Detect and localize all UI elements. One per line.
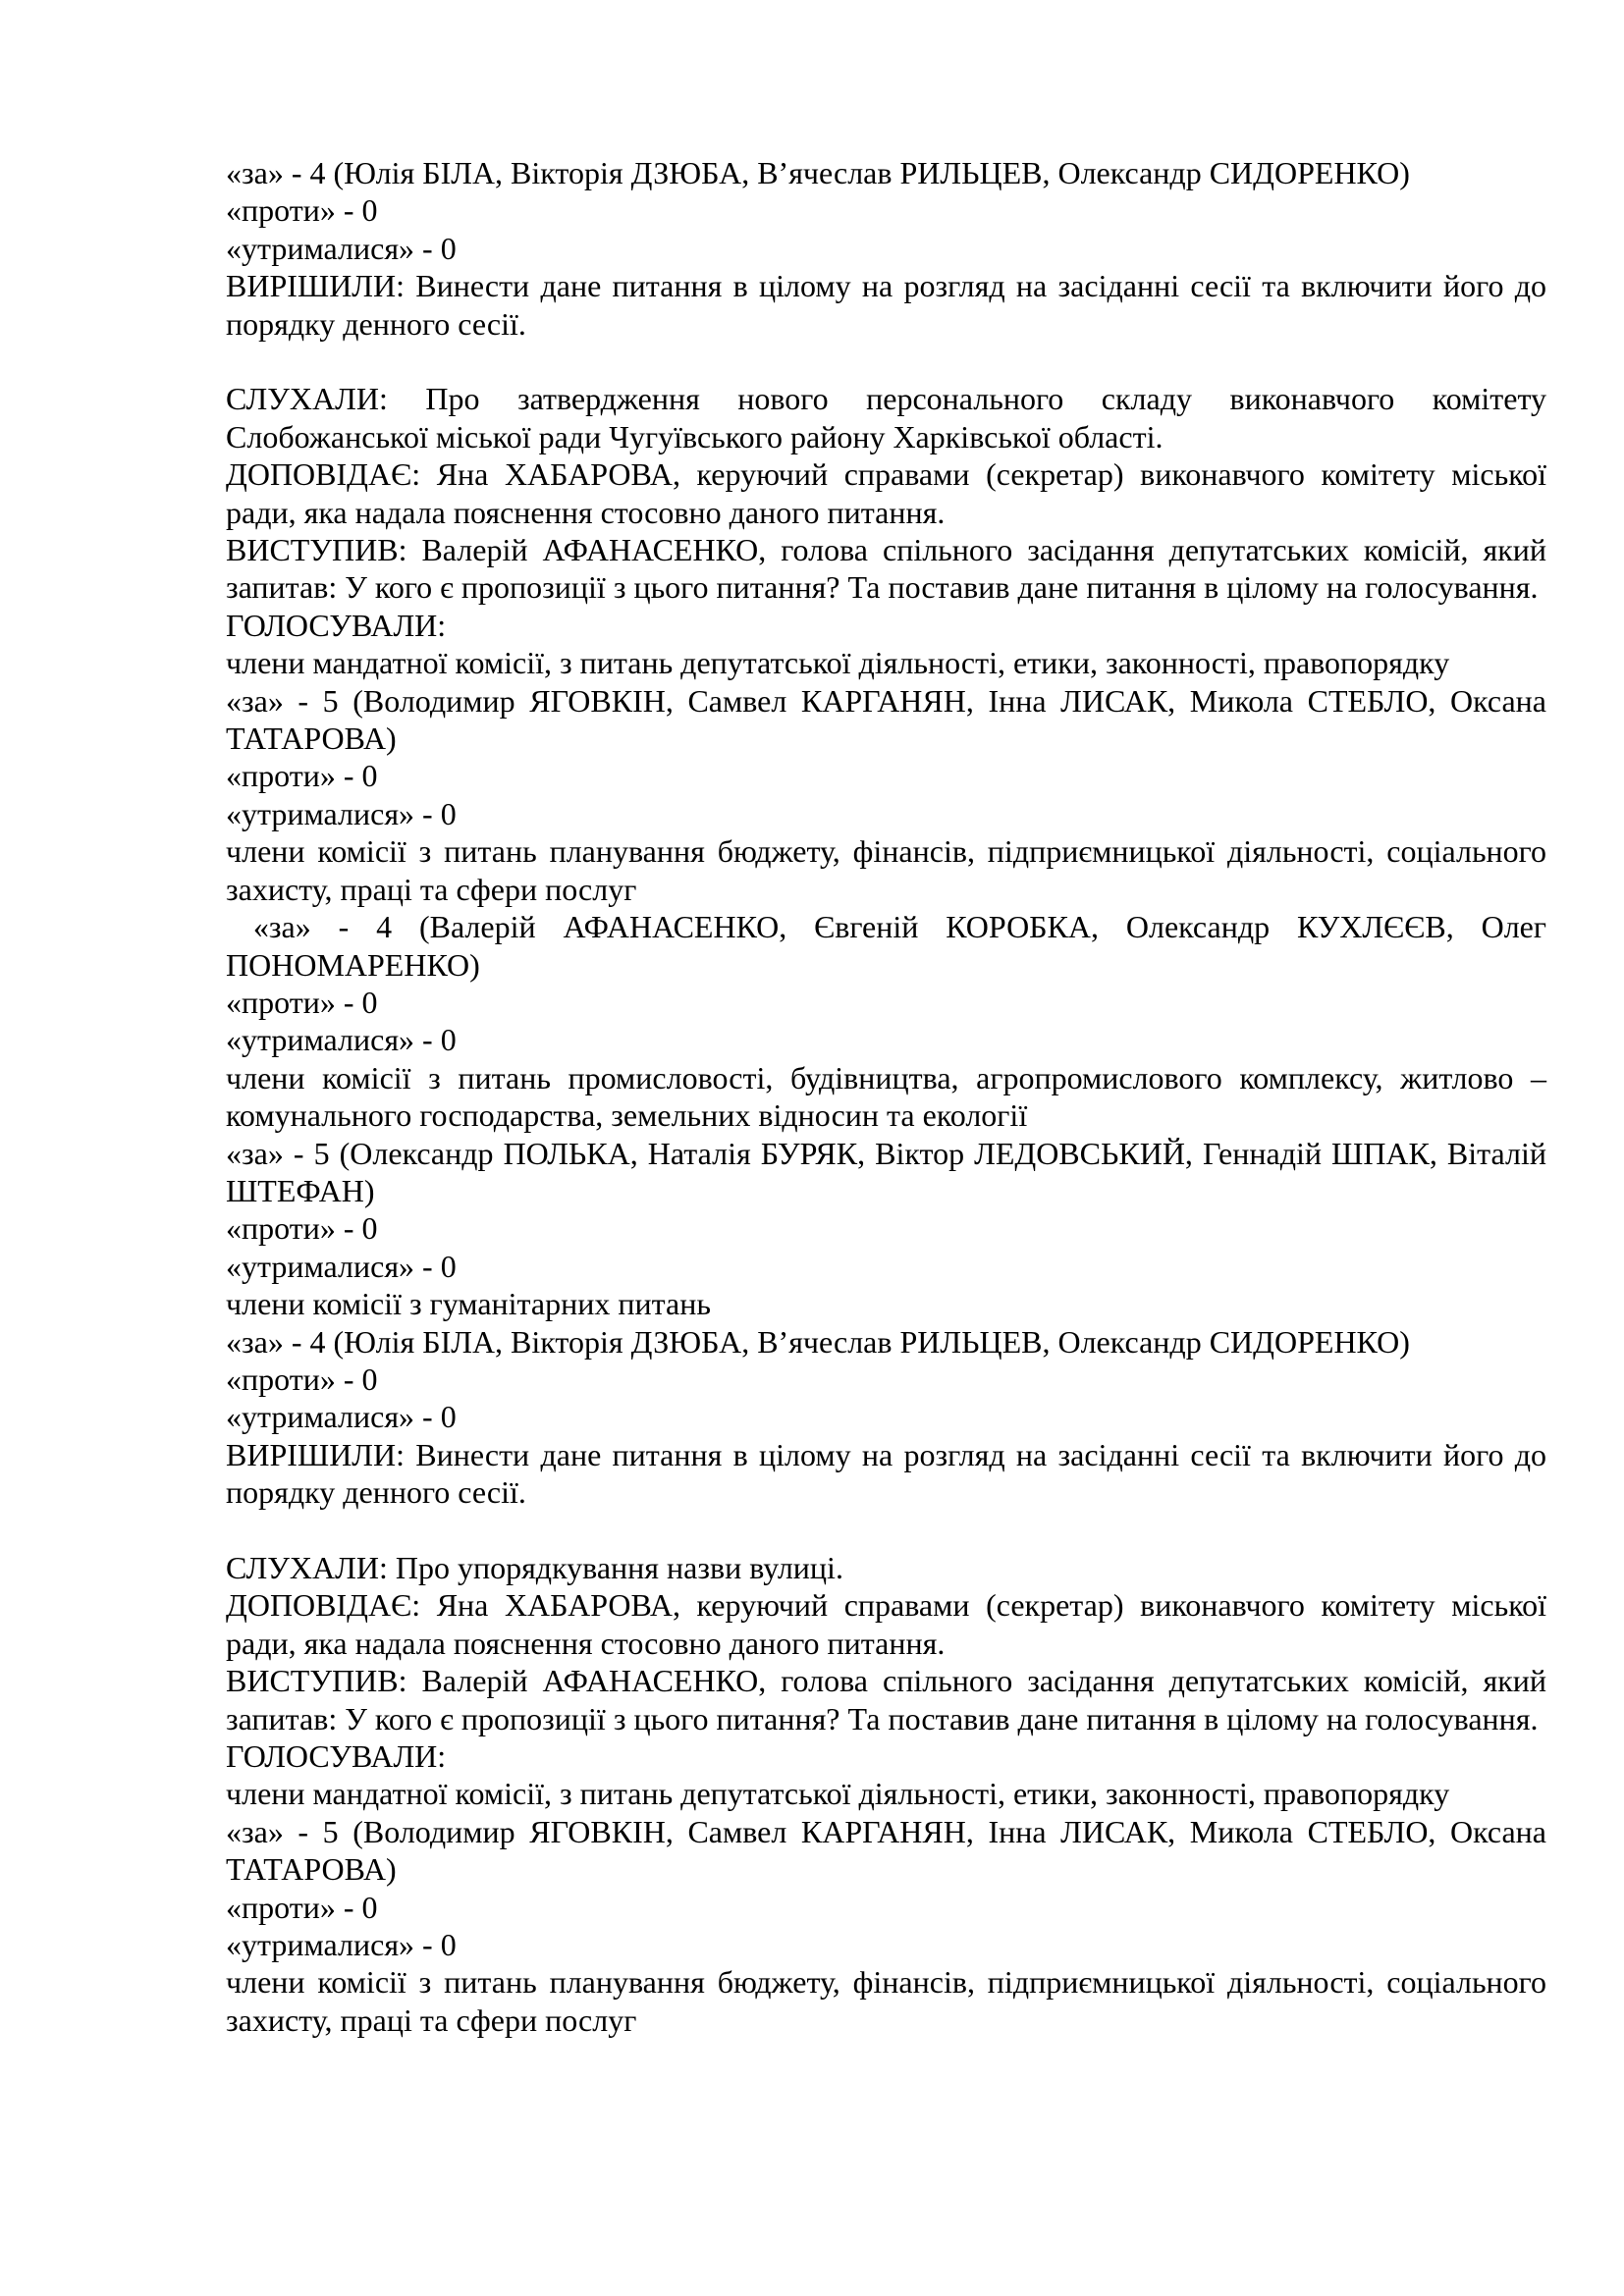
document-paragraph: «проти» - 0: [226, 984, 378, 1020]
document-section-agenda-item: [226, 380, 1554, 1511]
document-paragraph: «проти» - 0: [226, 1210, 378, 1247]
document-paragraph: «проти» - 0: [226, 1889, 378, 1925]
document-paragraph: члени комісії з питань промисловості, будівництва, агропромислового комплексу, житлово – комунального господарства, земельних відносин та екології: [226, 1059, 1554, 1134]
document-paragraph: ВИРІШИЛИ: Винести дане питання в цілому на розгляд на засіданні сесії та включити його до порядку денного сесії.: [226, 1436, 1554, 1511]
document-paragraph: «за» - 4 (Юлія БІЛА, Вікторія ДЗЮБА, В’ячеслав РИЛЬЦЕВ, Олександр СИДОРЕНКО): [226, 1323, 1410, 1360]
document-paragraph: ДОПОВІДАЄ: Яна ХАБАРОВА, керуючий справами (секретар) виконавчого комітету міської ради, яка надала пояснення стосовно даного питання.: [226, 1587, 1554, 1661]
document-paragraph: члени комісії з питань планування бюджету, фінансів, підприємницької діяльності, соціального захисту, праці та сфери послуг: [226, 1964, 1554, 2038]
document-paragraph: ГОЛОСУВАЛИ:: [226, 607, 447, 643]
document-paragraph: ВИСТУПИВ: Валерій АФАНАСЕНКО, голова спільного засідання депутатських комісій, який запитав: У кого є пропозиції з цього питання? Та поставив дане питання в цілому на голосування.: [226, 1663, 1554, 1736]
document-paragraph: «утрималися» - 0: [226, 795, 457, 831]
document-paragraph: «проти» - 0: [226, 192, 378, 229]
document-paragraph: члени комісії з питань планування бюджету, фінансів, підприємницької діяльності, соціального захисту, праці та сфери послуг: [226, 833, 1554, 907]
document-paragraph: ДОПОВІДАЄ: Яна ХАБАРОВА, керуючий справами (секретар) виконавчого комітету міської ради, яка надала пояснення стосовно даного питання.: [226, 456, 1554, 530]
document-section-previous-item-voting-tail: [226, 154, 1554, 343]
document-paragraph: «утрималися» - 0: [226, 1927, 457, 1963]
document-paragraph: СЛУХАЛИ: Про затвердження нового персонального складу виконавчого комітету Слобожанської міської ради Чугуївського району Харківської області.: [226, 381, 1554, 454]
document-paragraph: СЛУХАЛИ: Про упорядкування назви вулиці.: [226, 1550, 843, 1585]
document-paragraph: «за» - 4 (Валерій АФАНАСЕНКО, Євгеній КОРОБКА, Олександр КУХЛЄЄВ, Олег ПОНОМАРЕНКО): [226, 909, 1554, 983]
document-paragraph: «за» - 5 (Олександр ПОЛЬКА, Наталія БУРЯК, Віктор ЛЕДОВСЬКИЙ, Геннадій ШПАК, Віталій ШТЕФАН): [226, 1135, 1554, 1208]
document-paragraph: ВИРІШИЛИ: Винести дане питання в цілому на розгляд на засіданні сесії та включити його до порядку денного сесії.: [226, 268, 1554, 342]
document-paragraph: «утрималися» - 0: [226, 1399, 457, 1435]
document-paragraph: члени мандатної комісії, з питань депутатської діяльності, етики, законності, правопорядку: [226, 645, 1450, 681]
document-section-agenda-item: [226, 1549, 1554, 2039]
document-paragraph: «за» - 5 (Володимир ЯГОВКІН, Самвел КАРГАНЯН, Інна ЛИСАК, Микола СТЕБЛО, Оксана ТАТАРОВА): [226, 1813, 1554, 1888]
document-paragraph: «за» - 5 (Володимир ЯГОВКІН, Самвел КАРГАНЯН, Інна ЛИСАК, Микола СТЕБЛО, Оксана ТАТАРОВА): [226, 682, 1554, 757]
document-paragraph: «проти» - 0: [226, 758, 378, 794]
document-paragraph: «за» - 4 (Юлія БІЛА, Вікторія ДЗЮБА, В’ячеслав РИЛЬЦЕВ, Олександр СИДОРЕНКО): [226, 155, 1410, 190]
document-paragraph: члени мандатної комісії, з питань депутатської діяльності, етики, законності, правопорядку: [226, 1776, 1450, 1812]
document-paragraph: «проти» - 0: [226, 1361, 378, 1397]
document-paragraph: ВИСТУПИВ: Валерій АФАНАСЕНКО, голова спільного засідання депутатських комісій, який запитав: У кого є пропозиції з цього питання? Та поставив дане питання в цілому на голосування.: [226, 532, 1554, 606]
document-paragraph: ГОЛОСУВАЛИ:: [226, 1738, 447, 1775]
document-paragraph: члени комісії з гуманітарних питань: [226, 1286, 711, 1322]
document-paragraph: «утрималися» - 0: [226, 1248, 457, 1284]
document-body: [226, 154, 1554, 2039]
document-paragraph: «утрималися» - 0: [226, 230, 457, 266]
document-paragraph: «утрималися» - 0: [226, 1022, 457, 1058]
